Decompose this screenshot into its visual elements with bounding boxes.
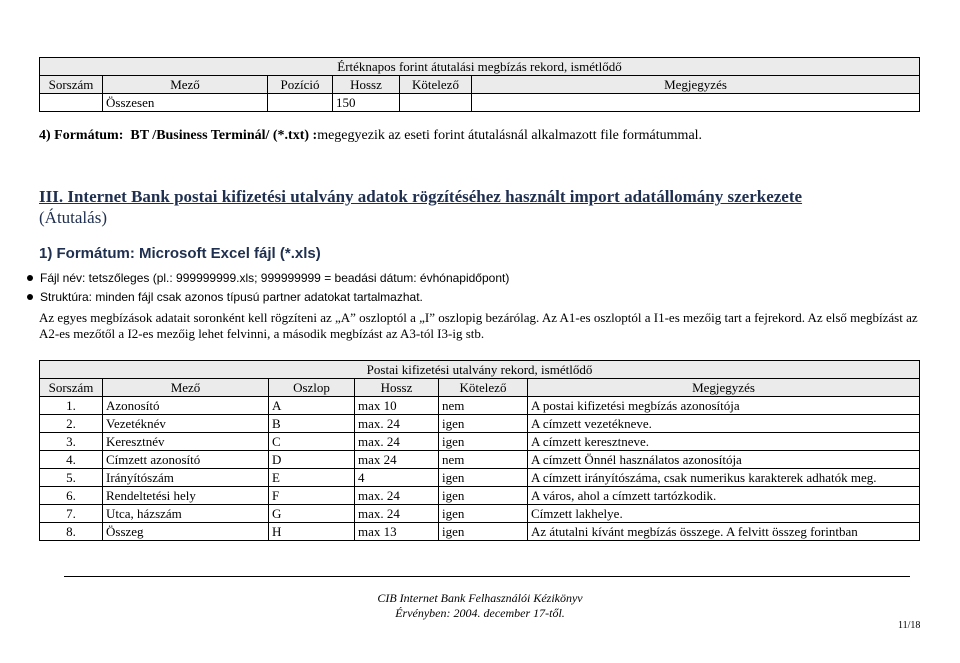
paragraph: Az egyes megbízások adatait soronként kell rögzíteni az „A” oszloptól a „I” oszlopig bezárólag. Az A1-es oszloptól a I1-es mezőig tart a fejrekord. Az első megbízást az A2-es mezőtől a I2-es mezőig lehet felvinni, a második megbízást az A3-tól I3-ig stb.	[39, 310, 918, 341]
row-cell: 5.	[40, 469, 103, 487]
footer-manual-title: CIB Internet Bank Felhasználói Kézikönyv	[377, 591, 583, 605]
section-subtitle: (Átutalás)	[39, 208, 107, 227]
row-cell: Utca, házszám	[103, 505, 269, 523]
table1-total-value: 150	[333, 94, 400, 112]
row-cell: max. 24	[355, 487, 439, 505]
row-cell: igen	[439, 523, 528, 541]
format1-heading: 1) Formátum: Microsoft Excel fájl (*.xls)	[39, 245, 321, 262]
page-number: 11/18	[898, 620, 921, 631]
row-cell: 3.	[40, 433, 103, 451]
table2-header: Oszlop	[269, 379, 355, 397]
table-row	[40, 505, 920, 523]
row-cell: 2.	[40, 415, 103, 433]
row-cell: 4	[355, 469, 439, 487]
table1-cell	[472, 94, 920, 112]
row-cell: G	[269, 505, 355, 523]
table-row	[40, 451, 920, 469]
table-row	[40, 523, 920, 541]
row-cell: Címzett azonosító	[103, 451, 269, 469]
row-cell: A címzett irányítószáma, csak numerikus karakterek adhatók meg.	[528, 469, 920, 487]
table1-title: Értéknapos forint átutalási megbízás rekord, ismétlődő	[40, 58, 920, 76]
row-cell: max. 24	[355, 415, 439, 433]
row-cell: igen	[439, 505, 528, 523]
table1-header: Mező	[103, 76, 268, 94]
table2-header: Megjegyzés	[528, 379, 920, 397]
row-cell: A címzett Önnél használatos azonosítója	[528, 451, 920, 469]
row-cell: A címzett keresztneve.	[528, 433, 920, 451]
table2-title: Postai kifizetési utalvány rekord, ismétlődő	[40, 361, 920, 379]
table2-header: Kötelező	[439, 379, 528, 397]
row-cell: igen	[439, 487, 528, 505]
table1-header: Megjegyzés	[472, 76, 920, 94]
row-cell: E	[269, 469, 355, 487]
bullet-list	[25, 270, 915, 308]
table1-header: Kötelező	[400, 76, 472, 94]
table-row	[40, 415, 920, 433]
section-heading	[39, 186, 919, 228]
row-cell: Rendeltetési hely	[103, 487, 269, 505]
row-cell: igen	[439, 469, 528, 487]
table2-header: Sorszám	[40, 379, 103, 397]
row-cell: A címzett vezetékneve.	[528, 415, 920, 433]
row-cell: F	[269, 487, 355, 505]
row-cell: B	[269, 415, 355, 433]
table1-cell	[400, 94, 472, 112]
row-cell: max. 24	[355, 433, 439, 451]
row-cell: Címzett lakhelye.	[528, 505, 920, 523]
table1-header: Sorszám	[40, 76, 103, 94]
table1-cell	[268, 94, 333, 112]
row-cell: 6.	[40, 487, 103, 505]
table1-header: Pozíció	[268, 76, 333, 94]
row-cell: A város, ahol a címzett tartózkodik.	[528, 487, 920, 505]
row-cell: igen	[439, 433, 528, 451]
row-cell: D	[269, 451, 355, 469]
row-cell: nem	[439, 397, 528, 415]
row-cell: igen	[439, 415, 528, 433]
format4-number: 4) Formátum:	[39, 128, 124, 143]
section-title: III. Internet Bank postai kifizetési utalvány adatok rögzítéséhez használt import adatállomány szerkezete	[39, 187, 803, 206]
row-cell: Keresztnév	[103, 433, 269, 451]
bullet-item: Struktúra: minden fájl csak azonos típusú partner adatokat tartalmazhat.	[25, 289, 915, 305]
row-cell: nem	[439, 451, 528, 469]
bullet-item: Fájl név: tetszőleges (pl.: 999999999.xls; 999999999 = beadási dátum: évhónapidőpont)	[25, 270, 915, 286]
row-cell: 1.	[40, 397, 103, 415]
row-cell: max. 24	[355, 505, 439, 523]
row-cell: 7.	[40, 505, 103, 523]
table-row	[40, 397, 920, 415]
row-cell: A postai kifizetési megbízás azonosítója	[528, 397, 920, 415]
format4-text: megegyezik az eseti forint átutalásnál alkalmazott file formátummal.	[317, 128, 703, 143]
row-cell: max 13	[355, 523, 439, 541]
footer-validity: Érvényben: 2004. december 17-től.	[395, 606, 565, 620]
table1-header: Hossz	[333, 76, 400, 94]
table1-total-label: Összesen	[103, 94, 268, 112]
format4-name: BT /Business Terminál/ (*.txt) :	[130, 128, 318, 143]
table2-header: Hossz	[355, 379, 439, 397]
table2-header: Mező	[103, 379, 269, 397]
format4-line	[39, 128, 702, 144]
row-cell: H	[269, 523, 355, 541]
footer-rule	[64, 576, 910, 577]
table1-cell	[40, 94, 103, 112]
record-table-1	[39, 57, 920, 112]
row-cell: Összeg	[103, 523, 269, 541]
row-cell: Irányítószám	[103, 469, 269, 487]
row-cell: A	[269, 397, 355, 415]
row-cell: Vezetéknév	[103, 415, 269, 433]
row-cell: max 10	[355, 397, 439, 415]
row-cell: Azonosító	[103, 397, 269, 415]
row-cell: C	[269, 433, 355, 451]
table-row	[40, 469, 920, 487]
record-table-2	[39, 360, 920, 541]
table-row	[40, 487, 920, 505]
row-cell: 4.	[40, 451, 103, 469]
row-cell: 8.	[40, 523, 103, 541]
row-cell: max 24	[355, 451, 439, 469]
row-cell: Az átutalni kívánt megbízás összege. A felvitt összeg forintban	[528, 523, 920, 541]
table-row	[40, 433, 920, 451]
